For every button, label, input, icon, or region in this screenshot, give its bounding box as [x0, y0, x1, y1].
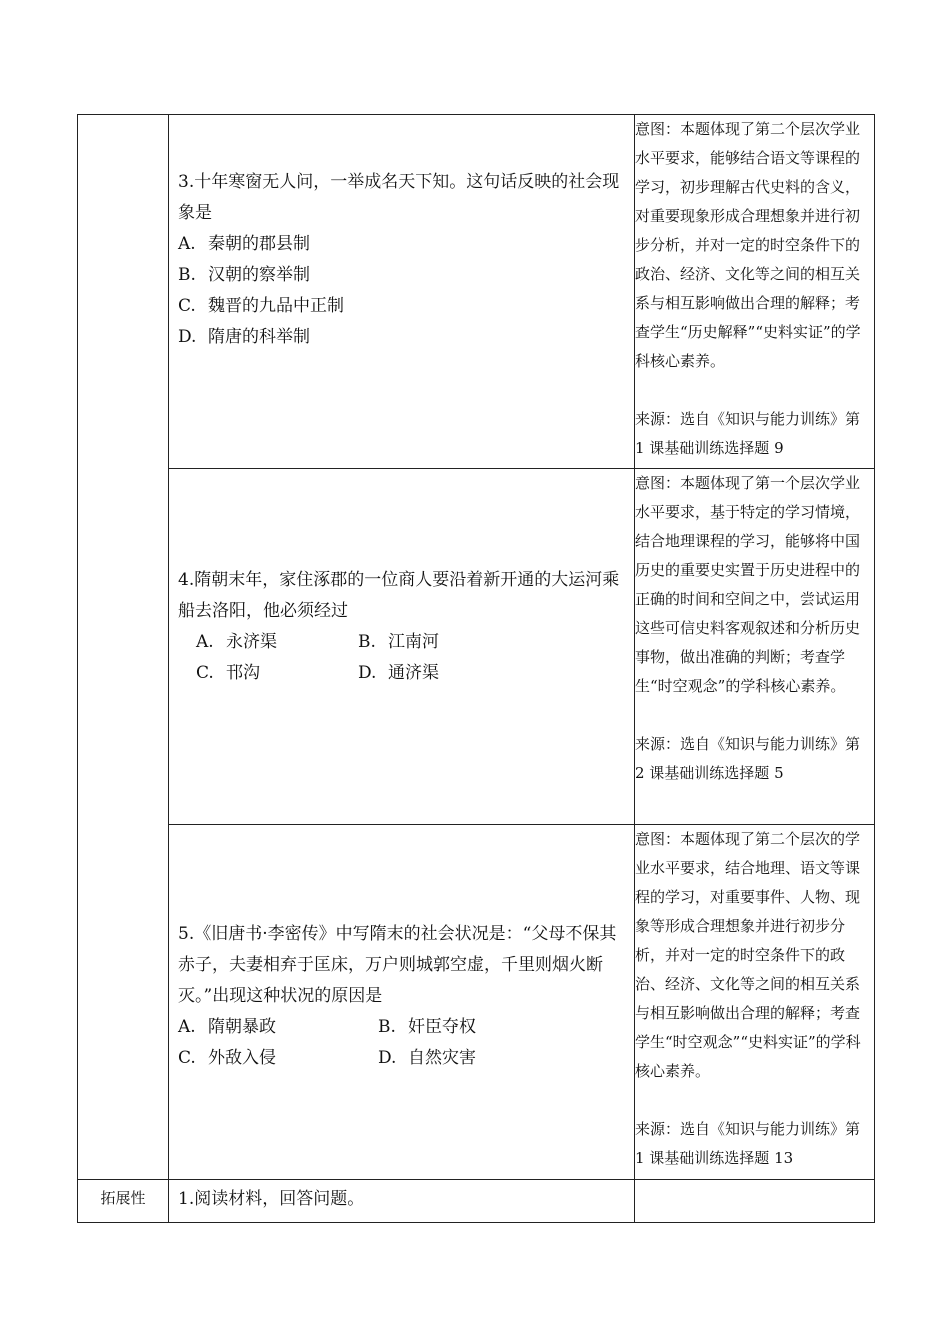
- source-text: 来源：选自《知识与能力训练》第 1 课基础训练选择题 13: [635, 1120, 861, 1167]
- option-d: D. 通济渠: [358, 663, 439, 683]
- note-cell: [635, 1180, 875, 1223]
- question-cell: [169, 1180, 635, 1223]
- option-b: B. 江南河: [358, 632, 439, 652]
- question-cell: [169, 115, 635, 469]
- note-cell: [635, 469, 875, 825]
- option-b: B. 奸臣夺权: [378, 1017, 476, 1037]
- option-d: D. 自然灾害: [378, 1048, 476, 1068]
- question-cell: [169, 469, 635, 825]
- option-c: C. 魏晋的九品中正制: [178, 296, 344, 316]
- question-stem: 5.《旧唐书·李密传》中写隋末的社会状况是：“父母不保其赤子，夫妻相弃于匡床，万户则城郭空虚，千里则烟火断灭。”出现这种状况的原因是: [178, 924, 617, 1006]
- option-a: A. 隋朝暴政: [178, 1017, 276, 1037]
- table-row: [78, 115, 875, 469]
- category-label: 拓展性: [78, 1180, 169, 1223]
- option-b: B. 汉朝的察举制: [178, 265, 310, 285]
- question-stem: 4.隋朝末年，家住涿郡的一位商人要沿着新开通的大运河乘船去洛阳，他必须经过: [178, 570, 620, 621]
- category-cell: [78, 115, 169, 1180]
- option-a: A. 永济渠: [196, 632, 277, 652]
- table-row: [78, 825, 875, 1180]
- intent-text: 意图：本题体现了第二个层次学业水平要求，能够结合语文等课程的学习，初步理解古代史料的含义，对重要现象形成合理想象并进行初步分析，并对一定的时空条件下的政治、经济、文化等之间的相互关系与相互影响做出合理的解释；考查学生“历史解释”“史料实证”的学科核心素养。: [635, 120, 861, 370]
- note-cell: [635, 115, 875, 469]
- option-c: C. 外敌入侵: [178, 1048, 276, 1068]
- intent-text: 意图：本题体现了第一个层次学业水平要求，基于特定的学习情境，结合地理课程的学习，能够将中国历史的重要史实置于历史进程中的正确的时间和空间之中，尝试运用这些可信史料客观叙述和分析历史事物，做出准确的判断；考查学生“时空观念”的学科核心素养。: [635, 474, 861, 695]
- source-text: 来源：选自《知识与能力训练》第 1 课基础训练选择题 9: [635, 410, 861, 457]
- intent-text: 意图：本题体现了第二个层次的学业水平要求，结合地理、语文等课程的学习，对重要事件、人物、现象等形成合理想象并进行初步分析，并对一定的时空条件下的政治、经济、文化等之间的相互关系与相互影响做出合理的解释；考查学生“时空观念”“史料实证”的学科核心素养。: [635, 830, 861, 1080]
- table-row: [78, 469, 875, 825]
- question-cell: [169, 825, 635, 1180]
- note-cell: [635, 825, 875, 1180]
- question-table: [77, 114, 875, 1223]
- option-c: C. 邗沟: [196, 663, 260, 683]
- source-text: 来源：选自《知识与能力训练》第 2 课基础训练选择题 5: [635, 735, 861, 782]
- option-a: A. 秦朝的郡县制: [178, 234, 310, 254]
- option-d: D. 隋唐的科举制: [178, 327, 310, 347]
- table-row: [78, 1180, 875, 1223]
- question-stem: 3.十年寒窗无人问，一举成名天下知。这句话反映的社会现象是: [178, 172, 620, 223]
- extension-question: 1.阅读材料，回答问题。: [178, 1189, 365, 1209]
- question-4: [178, 565, 624, 689]
- question-5: [178, 919, 624, 1074]
- question-3: [178, 167, 624, 353]
